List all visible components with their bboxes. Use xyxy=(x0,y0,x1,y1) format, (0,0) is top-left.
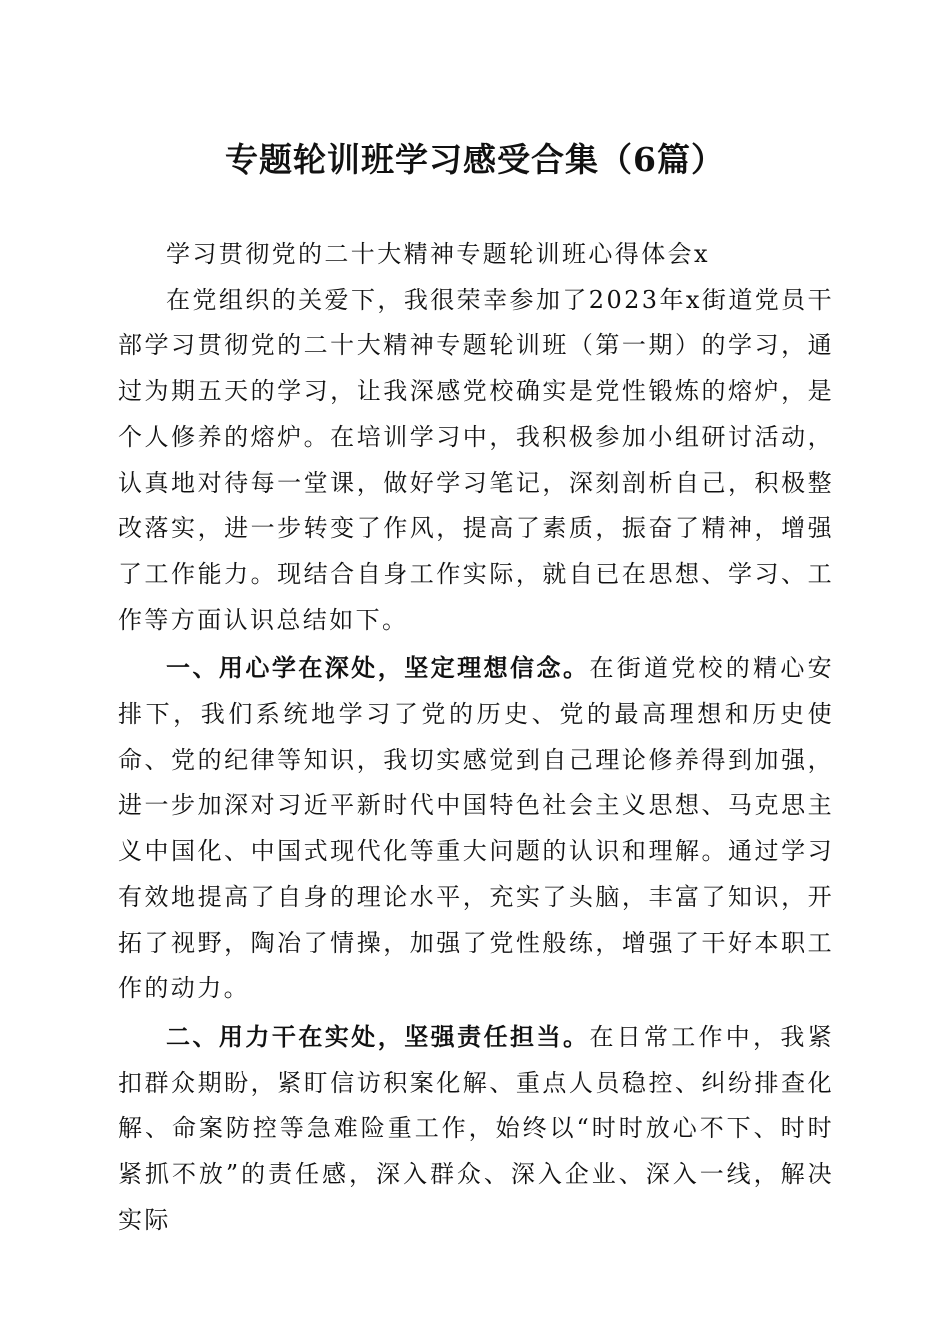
paragraph-text: 在街道党校的精心安排下，我们系统地学习了党的历史、党的最高理想和历史使命、党的纪律等知识，我切实感觉到自己理论修养得到加强，进一步加深对习近平新时代中国特色社会主义思想、马克思主义中国化、中国式现代化等重大问题的认识和理解。通过学习有效地提高了自身的理论水平，充实了头脑，丰富了知识，开拓了视野，陶冶了情操，加强了党性般练，增强了干好本职工作的动力。 xyxy=(118,654,834,1003)
section-heading-1: 一、用心学在深处，坚定理想信念。 xyxy=(166,654,590,683)
paragraph-text: 在日常工作中，我紧扣群众期盼，紧盯信访积案化解、重点人员稳控、纠纷排查化解、命案防控等急难险重工作，始终以“时时放心不下、时时紧抓不放”的责任感，深入群众、深入企业、深入一线，解决实际 xyxy=(118,1022,834,1234)
paragraph-section-2 xyxy=(118,1015,834,1244)
paragraph-intro xyxy=(118,278,834,644)
article-subtitle: 学习贯彻党的二十大精神专题轮训班心得体会x xyxy=(166,240,710,268)
document-title: 专题轮训班学习感受合集（6篇） xyxy=(225,140,725,179)
paragraph-section-1 xyxy=(118,646,834,1012)
section-heading-2: 二、用力干在实处，坚强责任担当。 xyxy=(166,1022,590,1051)
paragraph-text: 在党组织的关爱下，我很荣幸参加了2023年x街道党员干部学习贯彻党的二十大精神专题轮训班（第一期）的学习，通过为期五天的学习，让我深感党校确实是党性锻炼的熔炉，是个人修养的熔炉。在培训学习中，我积极参加小组研讨活动，认真地对待每一堂课，做好学习笔记，深刻剖析自己，积极整改落实，进一步转变了作风，提高了素质，振奋了精神，增强了工作能力。现结合自身工作实际，就自已在思想、学习、工作等方面认识总结如下。 xyxy=(118,285,834,634)
document-body xyxy=(118,232,834,1243)
